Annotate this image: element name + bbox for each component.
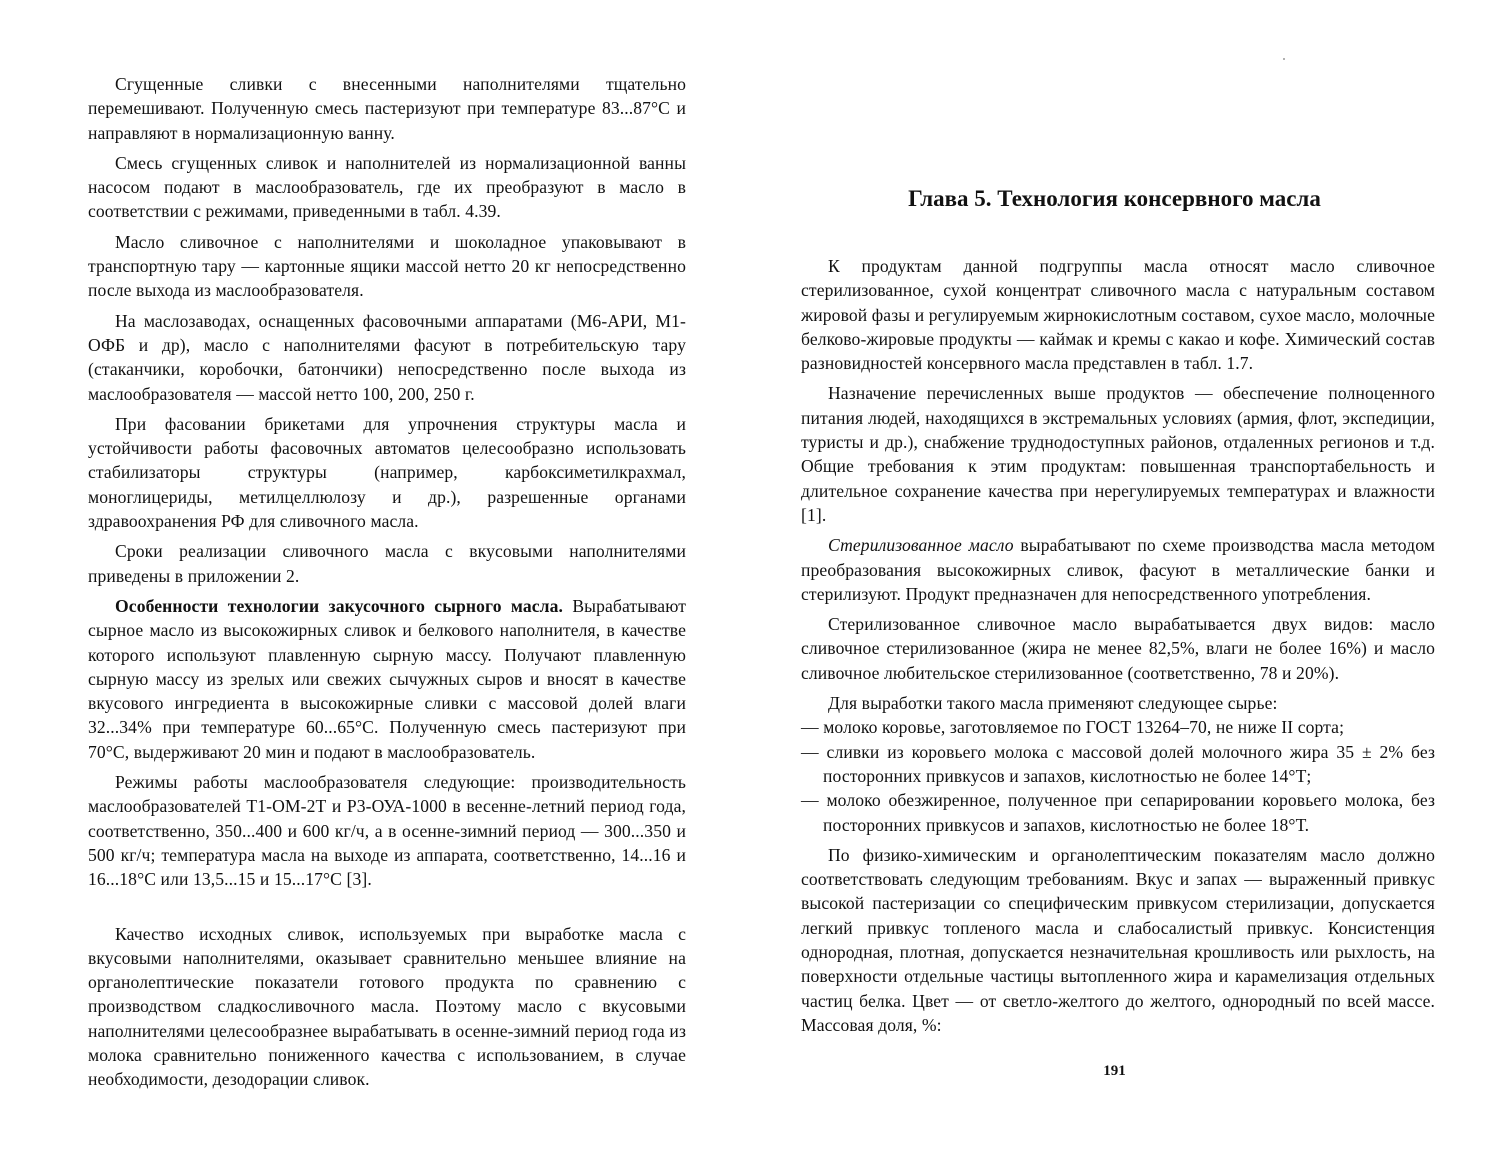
- paragraph: Сгущенные сливки с внесенными наполнителями тщательно перемешивают. Полученную смесь пастеризуют при температуре 83...87°С и направляют в нормализационную ванну.: [88, 74, 686, 143]
- list-item: — сливки из коровьего молока с массовой долей молочного жира 35 ± 2% без посторонних привкусов и запахов, кислотностью не более 14°Т;: [801, 740, 1435, 789]
- scan-speck: [1283, 58, 1285, 60]
- paragraph: Масло сливочное с наполнителями и шоколадное упаковывают в транспортную тару — картонные ящики массой нетто 20 кг непосредственно после выхода из маслообразователя.: [88, 231, 686, 301]
- list-item: — молоко обезжиренное, полученное при сепарировании коровьего молока, без посторонних привкусов и запахов, кислотностью не более 18°Т.: [801, 788, 1435, 837]
- paragraph-with-bold-heading: [88, 594, 686, 764]
- right-text-column: [801, 254, 1435, 1043]
- paragraph: К продуктам данной подгруппы масла относят масло сливочное стерилизованное, сухой концентрат сливочного масла с натуральным составом жировой фазы и регулируемым жирнокислотным составом, сухое масло, молочные белково-жировые продукты — каймак и кремы с какао и кофе. Химический состав разновидностей консервного масла представлен в табл. 1.7.: [801, 256, 1435, 374]
- paragraph: По физико-химическим и органолептическим показателям масло должно соответствовать следующим требованиям. Вкус и запах — выраженный привкус высокой пастеризации со специфическим привкусом стерилизации, допускается легкий привкус топленого масла и слабосалистый привкус. Консистенция однородная, плотная, допускается незначительная крошливость или рыхлость, на поверхности отдельные частицы вытопленного жира и карамелизация отдельных частиц белка. Цвет — от светло-желтого до желтого, однородный по всей массе. Массовая доля, %:: [801, 844, 1435, 1035]
- chapter-title: Глава 5. Технология консервного масла: [908, 186, 1321, 211]
- page-number: 191: [1103, 1063, 1126, 1079]
- paragraph: Качество исходных сливок, используемых при выработке масла с вкусовыми наполнителями, оказывает сравнительно меньшее влияние на органолептические показатели готового продукта по сравнению с производством сладкосливочного масла. Поэтому масло с вкусовыми наполнителями целесообразнее вырабатывать в осенне-зимний период года из молока сравнительно пониженного качества с использованием, в случае необходимости, дезодорации сливок.: [88, 923, 686, 1090]
- paragraph: Режимы работы маслообразователя следующие: производительность маслообразователей Т1-ОМ-2Т и Р3-ОУА-1000 в весенне-летний период года, соответственно, 350...400 и 600 кг/ч, а в осенне-зимний период — 300...350 и 500 кг/ч; температура масла на выходе из аппарата, соответственно, 14...16 и 16...18°С или 13,5...15 и 15...17°С [3].: [88, 772, 686, 890]
- left-text-column: [88, 72, 686, 1098]
- paragraph-text: Вырабатывают сырное масло из высокожирных сливок и белкового наполнителя, в качестве которого используют плавленную сырную массу. Получают плавленную сырную массу из зрелых или свежих сычужных сыров и вносят в качестве вкусового ингредиента в высокожирные сливки с массовой долей влаги 32...34% при температуре 60...65°С. Полученную смесь пастеризуют при 70°С, выдерживают 20 мин и подают в маслообразователь.: [88, 595, 686, 762]
- paragraph: При фасовании брикетами для упрочнения структуры масла и устойчивости работы фасовочных автоматов целесообразно использовать стабилизаторы структуры (например, карбоксиметилкрахмал, моноглицериды, метилцеллюлозу и др.), разрешенные органами здравоохранения РФ для сливочного масла.: [88, 413, 686, 532]
- paragraph: Назначение перечисленных выше продуктов — обеспечение полноценного питания людей, находящихся в экстремальных условиях (армия, флот, экспедиции, туристы и др.), снабжение труднодоступных районов, отдаленных регионов и т.д. Общие требования к этим продуктам: повышенная транспортабельность и длительное сохранение качества при нерегулируемых температурах и влажности [1].: [801, 383, 1435, 525]
- paragraph: Смесь сгущенных сливок и наполнителей из нормализационной ванны насосом подают в маслообразователь, где их преобразуют в масло в соответствии с режимами, приведенными в табл. 4.39.: [88, 152, 686, 222]
- paragraph-text: вырабатывают по схеме производства масла методом преобразования высокожирных сливок, фасуют в металлические банки и стерилизуют. Продукт предназначен для непосредственного употребления.: [801, 535, 1435, 604]
- section-run-in-heading: Особенности технологии закусочного сырного масла.: [115, 595, 564, 616]
- paragraph: Сроки реализации сливочного масла с вкусовыми наполнителями приведены в приложении 2.: [88, 541, 686, 586]
- list-item: — молоко коровье, заготовляемое по ГОСТ 13264–70, не ниже II сорта;: [801, 715, 1435, 739]
- paragraph: На маслозаводах, оснащенных фасовочными аппаратами (М6-АРИ, М1-ОФБ и др), масло с наполнителями фасуют в потребительскую тару (стаканчики, коробочки, батончики) непосредственно после выхода из маслообразователя — массой нетто 100, 200, 250 г.: [88, 310, 686, 404]
- raw-materials-list: [801, 715, 1435, 836]
- right-page: [743, 0, 1486, 1152]
- paragraph: Для выработки такого масла применяют следующее сырье:: [828, 693, 1278, 714]
- paragraph-with-italic-term: [801, 533, 1435, 606]
- italic-term: Стерилизованное масло: [828, 535, 1014, 556]
- paragraph: Стерилизованное сливочное масло вырабатывается двух видов: масло сливочное стерилизованное (жира не менее 82,5%, влаги не более 16%) и масло сливочное любительское стерилизованное (соответственно, 78 и 20%).: [801, 614, 1435, 683]
